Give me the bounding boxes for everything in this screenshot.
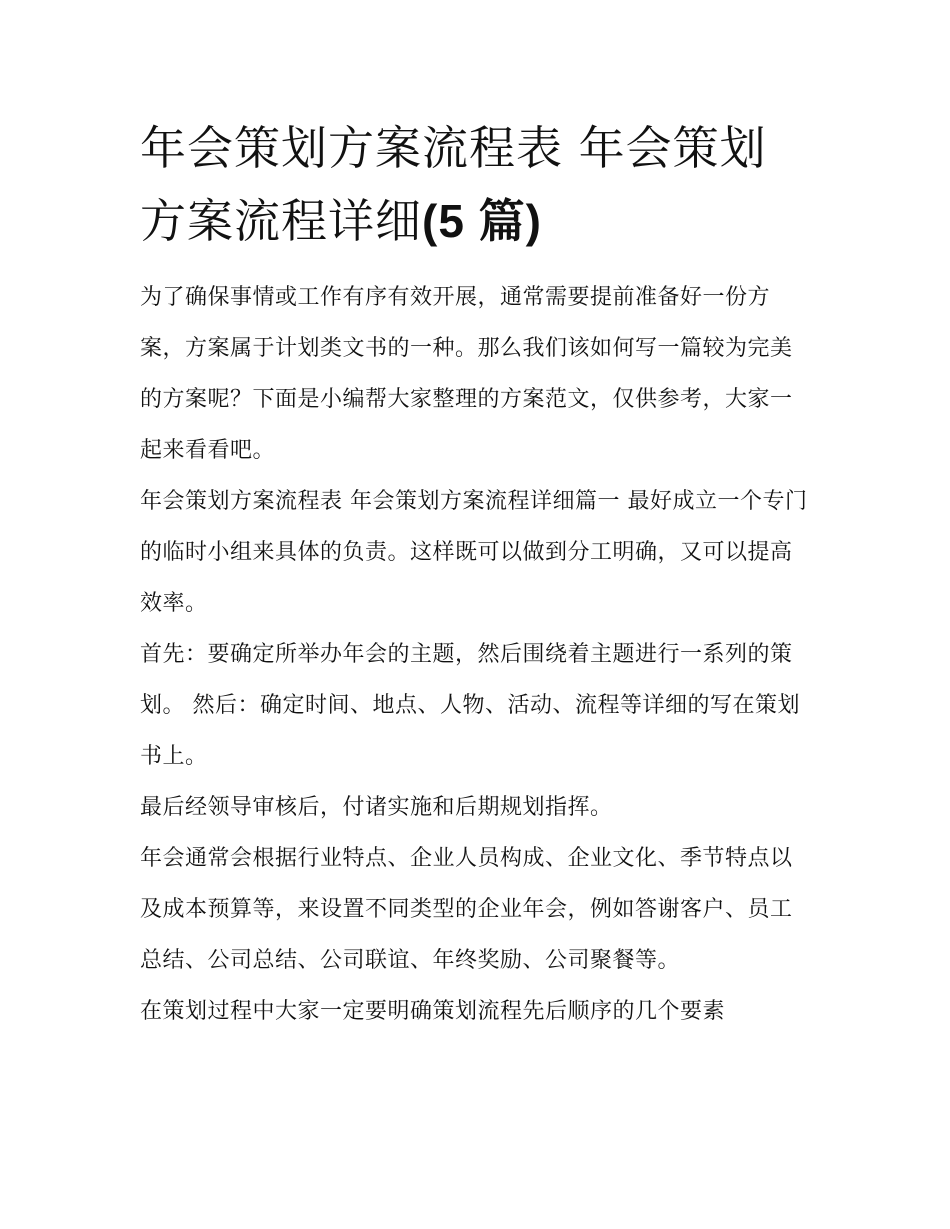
paragraph-intro: 为了确保事情或工作有序有效开展，通常需要提前准备好一份方案，方案属于计划类文书的一种。那么我们该如何写一篇较为完美的方案呢？下面是小编帮大家整理的方案范文，仅供参考，大家一起来看看吧。 [140, 285, 793, 463]
document-body [140, 112, 812, 1037]
paragraph-elements: 在策划过程中大家一定要明确策划流程先后顺序的几个要素 [140, 999, 726, 1024]
paragraph-types: 年会通常会根据行业特点、企业人员构成、企业文化、季节特点以及成本预算等，来设置不同类型的企业年会，例如答谢客户、员工总结、公司总结、公司联谊、年终奖励、公司聚餐等。 [140, 846, 793, 973]
paragraph-steps: 首先：要确定所举办年会的主题，然后围绕着主题进行一系列的策划。 然后：确定时间、地点、人物、活动、流程等详细的写在策划书上。 [140, 642, 800, 769]
document-title-suffix: (5 篇) [422, 195, 542, 247]
paragraph-final-step: 最后经领导审核后，付诸实施和后期规划指挥。 [140, 795, 613, 820]
document-title-main: 年会策划方案流程表 年会策划方案流程详细 [140, 121, 767, 248]
document-title [140, 112, 812, 258]
paragraph-section-one: 年会策划方案流程表 年会策划方案流程详细篇一 最好成立一个专门的临时小组来具体的负责。这样既可以做到分工明确，又可以提高效率。 [140, 489, 808, 616]
